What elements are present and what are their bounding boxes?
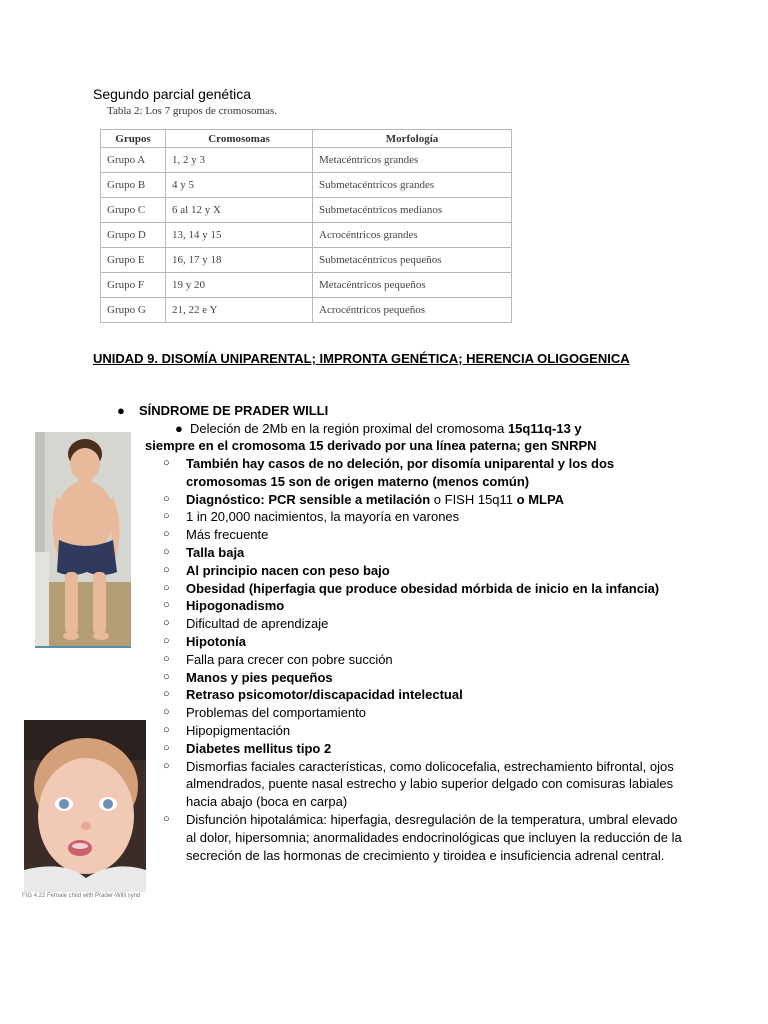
list-item-text: Disfunción hipotalámica: hiperfagia, desregulación de la temperatura, umbral elevado al dolor, hipersomnia; anormalidades endocrinológicas que incluyen la reducción de la secreción de las hormonas de crecimiento y tiroidea e insuficiencia adrenal central. — [186, 811, 682, 863]
list-item — [163, 669, 683, 687]
syndrome-intro — [145, 420, 685, 454]
table-row — [101, 198, 512, 223]
table-cell: Grupo C — [101, 198, 166, 223]
table-cell: 19 y 20 — [166, 273, 313, 298]
list-item — [163, 615, 683, 633]
list-item-bold-text: Retraso psicomotor/discapacidad intelectual — [186, 687, 463, 703]
table-row — [101, 273, 512, 298]
circle-bullet-icon: ○ — [163, 528, 170, 541]
list-item-text: Dismorfias faciales características, como dolicocefalia, estrechamiento bifrontal, ojos almendrados, puente nasal estrecho y labio superior delgado con comisuras labiales hacia abajo (boca en carpa) — [186, 758, 674, 810]
list-item — [163, 526, 683, 544]
list-item — [163, 704, 683, 722]
table-cell: 13, 14 y 15 — [166, 223, 313, 248]
list-item-bold-text: Talla baja — [186, 544, 245, 560]
circle-bullet-icon: ○ — [163, 670, 170, 683]
circle-bullet-icon: ○ — [163, 706, 170, 719]
infant-face-photo — [24, 720, 146, 892]
table-row — [101, 248, 512, 273]
table-cell: Grupo B — [101, 173, 166, 198]
circle-bullet-icon: ○ — [163, 688, 170, 701]
bullet-marker: ● — [175, 421, 183, 436]
circle-bullet-icon: ○ — [163, 617, 170, 630]
column-header: Morfología — [313, 130, 512, 148]
right-leg-shape — [93, 572, 106, 634]
child-photo-standing — [35, 432, 131, 648]
list-item-bold-text: Diabetes mellitus tipo 2 — [186, 740, 332, 756]
table-cell: Submetacéntricos medianos — [313, 198, 512, 223]
child-standing-illustration — [35, 432, 131, 646]
table-cell: Grupo D — [101, 223, 166, 248]
torso-shape — [56, 481, 114, 553]
list-item-text: o FISH 15q11 — [430, 491, 517, 507]
list-item-text: Problemas del comportamiento — [186, 705, 366, 721]
list-item — [163, 758, 683, 811]
list-item — [163, 544, 683, 562]
list-item — [163, 722, 683, 740]
list-item-text: Falla para crecer con pobre succión — [186, 651, 393, 667]
list-item — [163, 597, 683, 615]
table-cell: Metacéntricos pequeños — [313, 273, 512, 298]
list-item-bold-text: Diagnóstico: PCR sensible a metilación — [186, 491, 431, 507]
bullet-marker: ● — [117, 403, 125, 418]
list-item-bold-text: Manos y pies pequeños — [186, 669, 333, 685]
circle-bullet-icon: ○ — [163, 581, 170, 594]
list-item-text: 1 in 20,000 nacimientos, la mayoría en varones — [186, 509, 460, 525]
table-cell: 1, 2 y 3 — [166, 148, 313, 173]
list-item — [163, 491, 683, 509]
column-header: Cromosomas — [166, 130, 313, 148]
page-title: Segundo parcial genética — [93, 86, 252, 102]
features-list — [163, 455, 683, 864]
infant-face-illustration — [24, 720, 146, 892]
photo-caption: FIG 4.22 Female child with Prader-Willi synd — [22, 893, 141, 899]
circle-bullet-icon: ○ — [163, 545, 170, 558]
list-item-text: Hipopigmentación — [186, 722, 291, 738]
circle-bullet-icon: ○ — [163, 634, 170, 647]
table-cell: Acrocéntricos grandes — [313, 223, 512, 248]
list-item-bold-text: Al principio nacen con peso bajo — [186, 562, 390, 578]
table-header-row — [101, 130, 512, 148]
section-title: UNIDAD 9. DISOMÍA UNIPARENTAL; IMPRONTA GENÉTICA; HERENCIA OLIGOGENICA — [93, 351, 630, 366]
intro-line — [145, 420, 685, 437]
circle-bullet-icon: ○ — [163, 510, 170, 523]
left-foot-shape — [63, 632, 79, 640]
circle-bullet-icon: ○ — [163, 599, 170, 612]
list-item-text: Más frecuente — [186, 527, 269, 543]
right-foot-shape — [93, 632, 109, 640]
list-item — [163, 686, 683, 704]
list-item-bold-text: Hipogonadismo — [186, 598, 285, 614]
table-cell: 6 al 12 y X — [166, 198, 313, 223]
list-item — [163, 651, 683, 669]
intro-text: Deleción de 2Mb en la región proximal del cromosoma — [190, 421, 508, 436]
table-cell: 4 y 5 — [166, 173, 313, 198]
circle-bullet-icon: ○ — [163, 741, 170, 754]
table-cell: Grupo F — [101, 273, 166, 298]
circle-bullet-icon: ○ — [163, 652, 170, 665]
list-item — [163, 740, 683, 758]
table-cell: Grupo A — [101, 148, 166, 173]
list-item — [163, 508, 683, 526]
list-item — [163, 633, 683, 651]
table-row — [101, 148, 512, 173]
list-item — [163, 455, 683, 491]
list-item-bold-text: Obesidad (hiperfagia que produce obesidad mórbida de inicio en la infancia) — [186, 580, 660, 596]
table-cell: Metacéntricos grandes — [313, 148, 512, 173]
table-cell: Submetacéntricos pequeños — [313, 248, 512, 273]
circle-bullet-icon: ○ — [163, 723, 170, 736]
table-cell: Grupo E — [101, 248, 166, 273]
circle-bullet-icon: ○ — [163, 563, 170, 576]
table-row — [101, 173, 512, 198]
chromosome-groups-table — [100, 129, 512, 323]
intro-bold: 15q11q-13 y — [507, 421, 582, 436]
column-header: Grupos — [101, 130, 166, 148]
circle-bullet-icon: ○ — [163, 812, 170, 825]
table-cell: 16, 17 y 18 — [166, 248, 313, 273]
table-cell: Acrocéntricos pequeños — [313, 298, 512, 323]
table-row — [101, 298, 512, 323]
left-leg-shape — [65, 572, 78, 634]
syndrome-name: SÍNDROME DE PRADER WILLI — [139, 403, 329, 418]
intro-bold-line: siempre en el cromosoma 15 derivado por una línea paterna; gen SNRPN — [145, 438, 597, 453]
list-item-text: Dificultad de aprendizaje — [186, 616, 329, 632]
table-cell: 21, 22 e Y — [166, 298, 313, 323]
table-caption: Tabla 2: Los 7 grupos de cromosomas. — [107, 105, 278, 117]
list-item-bold-text: Hipotonía — [186, 633, 246, 649]
list-item — [163, 811, 683, 864]
list-item — [163, 580, 683, 598]
list-item-bold-text: También hay casos de no deleción, por disomía uniparental y los dos cromosomas 15 son de origen materno (menos común) — [186, 456, 615, 489]
list-item — [163, 562, 683, 580]
syndrome-heading — [117, 403, 328, 418]
face-shape — [70, 448, 100, 480]
list-item-bold-text: o MLPA — [516, 491, 565, 507]
table-cell: Submetacéntricos grandes — [313, 173, 512, 198]
circle-bullet-icon: ○ — [163, 492, 170, 505]
table-row — [101, 223, 512, 248]
circle-bullet-icon: ○ — [163, 457, 170, 469]
circle-bullet-icon: ○ — [163, 759, 170, 772]
table-cell: Grupo G — [101, 298, 166, 323]
